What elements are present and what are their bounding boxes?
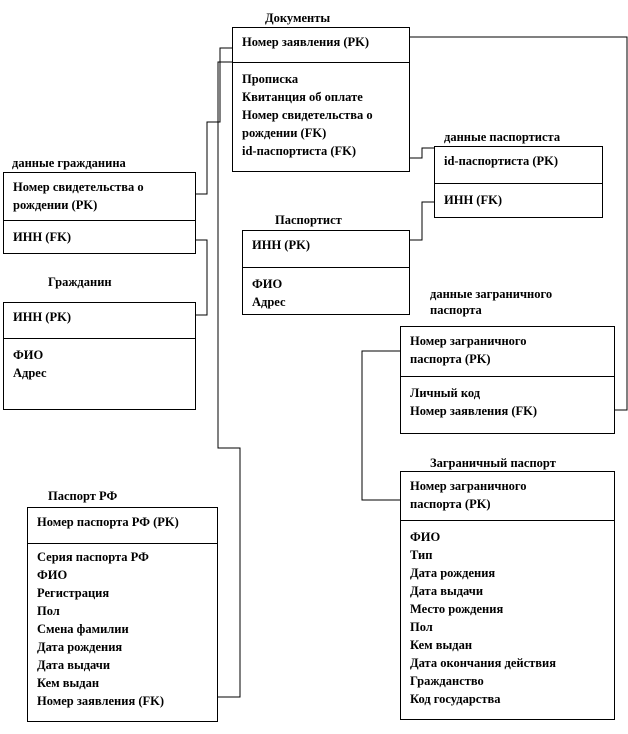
attribute-field: ИНН (FK): [444, 193, 502, 207]
entity-title-officer-data: данные паспортиста: [444, 130, 561, 144]
entity-title-foreign-passport: Заграничный паспорт: [430, 456, 556, 470]
attribute-section: [4, 339, 195, 382]
attribute-field: Кем выдан: [410, 638, 473, 652]
attribute-field: Номер свидетельства о: [242, 108, 373, 122]
pk-field: Номер заграничного: [410, 479, 527, 493]
entity-title-foreign-data: [430, 286, 552, 318]
entity-foreign-passport: [400, 471, 615, 720]
pk-field: паспорта (PK): [410, 352, 491, 366]
pk-section: [28, 508, 217, 544]
attribute-field: Кем выдан: [37, 676, 100, 690]
entity-citizen-data: [3, 172, 196, 254]
attribute-field: Квитанция об оплате: [242, 90, 363, 104]
pk-section: [4, 303, 195, 339]
attribute-field: Гражданство: [410, 674, 484, 688]
pk-field: id-паспортиста (PK): [444, 154, 559, 168]
attribute-field: Дата окончания действия: [410, 656, 557, 670]
entity-title-rf-passport: Паспорт РФ: [48, 489, 118, 503]
entity-officer: [242, 230, 410, 315]
pk-section: [233, 28, 409, 63]
attribute-field: ФИО: [13, 348, 44, 362]
pk-field: ИНН (PK): [13, 310, 71, 324]
line-officer-data-officer: [410, 202, 434, 240]
pk-section: [435, 147, 602, 184]
attribute-field: Смена фамилии: [37, 622, 129, 636]
attribute-field: Дата выдачи: [410, 584, 484, 598]
entity-foreign-passport-data: [400, 326, 615, 434]
attribute-field: Серия паспорта РФ: [37, 550, 149, 564]
attribute-field: Регистрация: [37, 586, 110, 600]
attribute-section: [233, 63, 409, 160]
attribute-section: [401, 521, 614, 708]
pk-field: Номер паспорта РФ (PK): [37, 515, 179, 529]
pk-section: [4, 173, 195, 221]
attribute-field: ФИО: [37, 568, 68, 582]
attribute-section: [401, 377, 614, 420]
attribute-field: Номер заявления (FK): [37, 694, 165, 708]
line-citizen-data-citizen: [196, 240, 207, 315]
entity-documents: [232, 27, 410, 172]
entity-title-line: данные заграничного: [430, 287, 553, 301]
line-documents-citizen-data: [196, 48, 232, 194]
pk-field: Номер свидетельства о: [13, 180, 144, 194]
attribute-field: рождении (FK): [242, 126, 327, 140]
entity-title-officer: Паспортист: [275, 213, 342, 227]
attribute-field: Тип: [410, 548, 433, 562]
entity-title-citizen-data: данные гражданина: [12, 156, 126, 170]
entity-title-line: паспорта: [430, 303, 482, 317]
attribute-field: Дата рождения: [37, 640, 123, 654]
attribute-section: [4, 221, 195, 246]
attribute-field: id-паспортиста (FK): [242, 144, 357, 158]
pk-field: рождении (PK): [13, 198, 98, 212]
entity-citizen: [3, 302, 196, 410]
pk-field: ИНН (PK): [252, 238, 310, 252]
attribute-field: ИНН (FK): [13, 230, 71, 244]
attribute-section: [28, 544, 217, 710]
attribute-field: Пол: [410, 620, 433, 634]
attribute-field: Пол: [37, 604, 60, 618]
attribute-field: Место рождения: [410, 602, 504, 616]
attribute-field: Адрес: [13, 366, 47, 380]
entity-title-documents: Документы: [265, 11, 331, 25]
attribute-field: Дата выдачи: [37, 658, 111, 672]
attribute-field: Прописка: [242, 72, 299, 86]
pk-field: Номер заявления (PK): [242, 35, 370, 49]
attribute-field: Адрес: [252, 295, 286, 309]
attribute-field: ФИО: [410, 530, 441, 544]
attribute-field: Код государства: [410, 692, 501, 706]
entity-rf-passport: [27, 507, 218, 722]
attribute-field: Личный код: [410, 386, 481, 400]
pk-section: [401, 472, 614, 521]
pk-section: [243, 231, 409, 268]
line-foreign-data-foreign-passport: [362, 351, 400, 500]
attribute-field: Номер заявления (FK): [410, 404, 538, 418]
attribute-field: ФИО: [252, 277, 283, 291]
line-documents-officer-data: [410, 148, 434, 158]
attribute-section: [435, 184, 602, 209]
pk-section: [401, 327, 614, 377]
attribute-section: [243, 268, 409, 311]
pk-field: Номер заграничного: [410, 334, 527, 348]
entity-title-citizen: Гражданин: [48, 275, 112, 289]
attribute-field: Дата рождения: [410, 566, 496, 580]
pk-field: паспорта (PK): [410, 497, 491, 511]
entity-officer-data: [434, 146, 603, 218]
